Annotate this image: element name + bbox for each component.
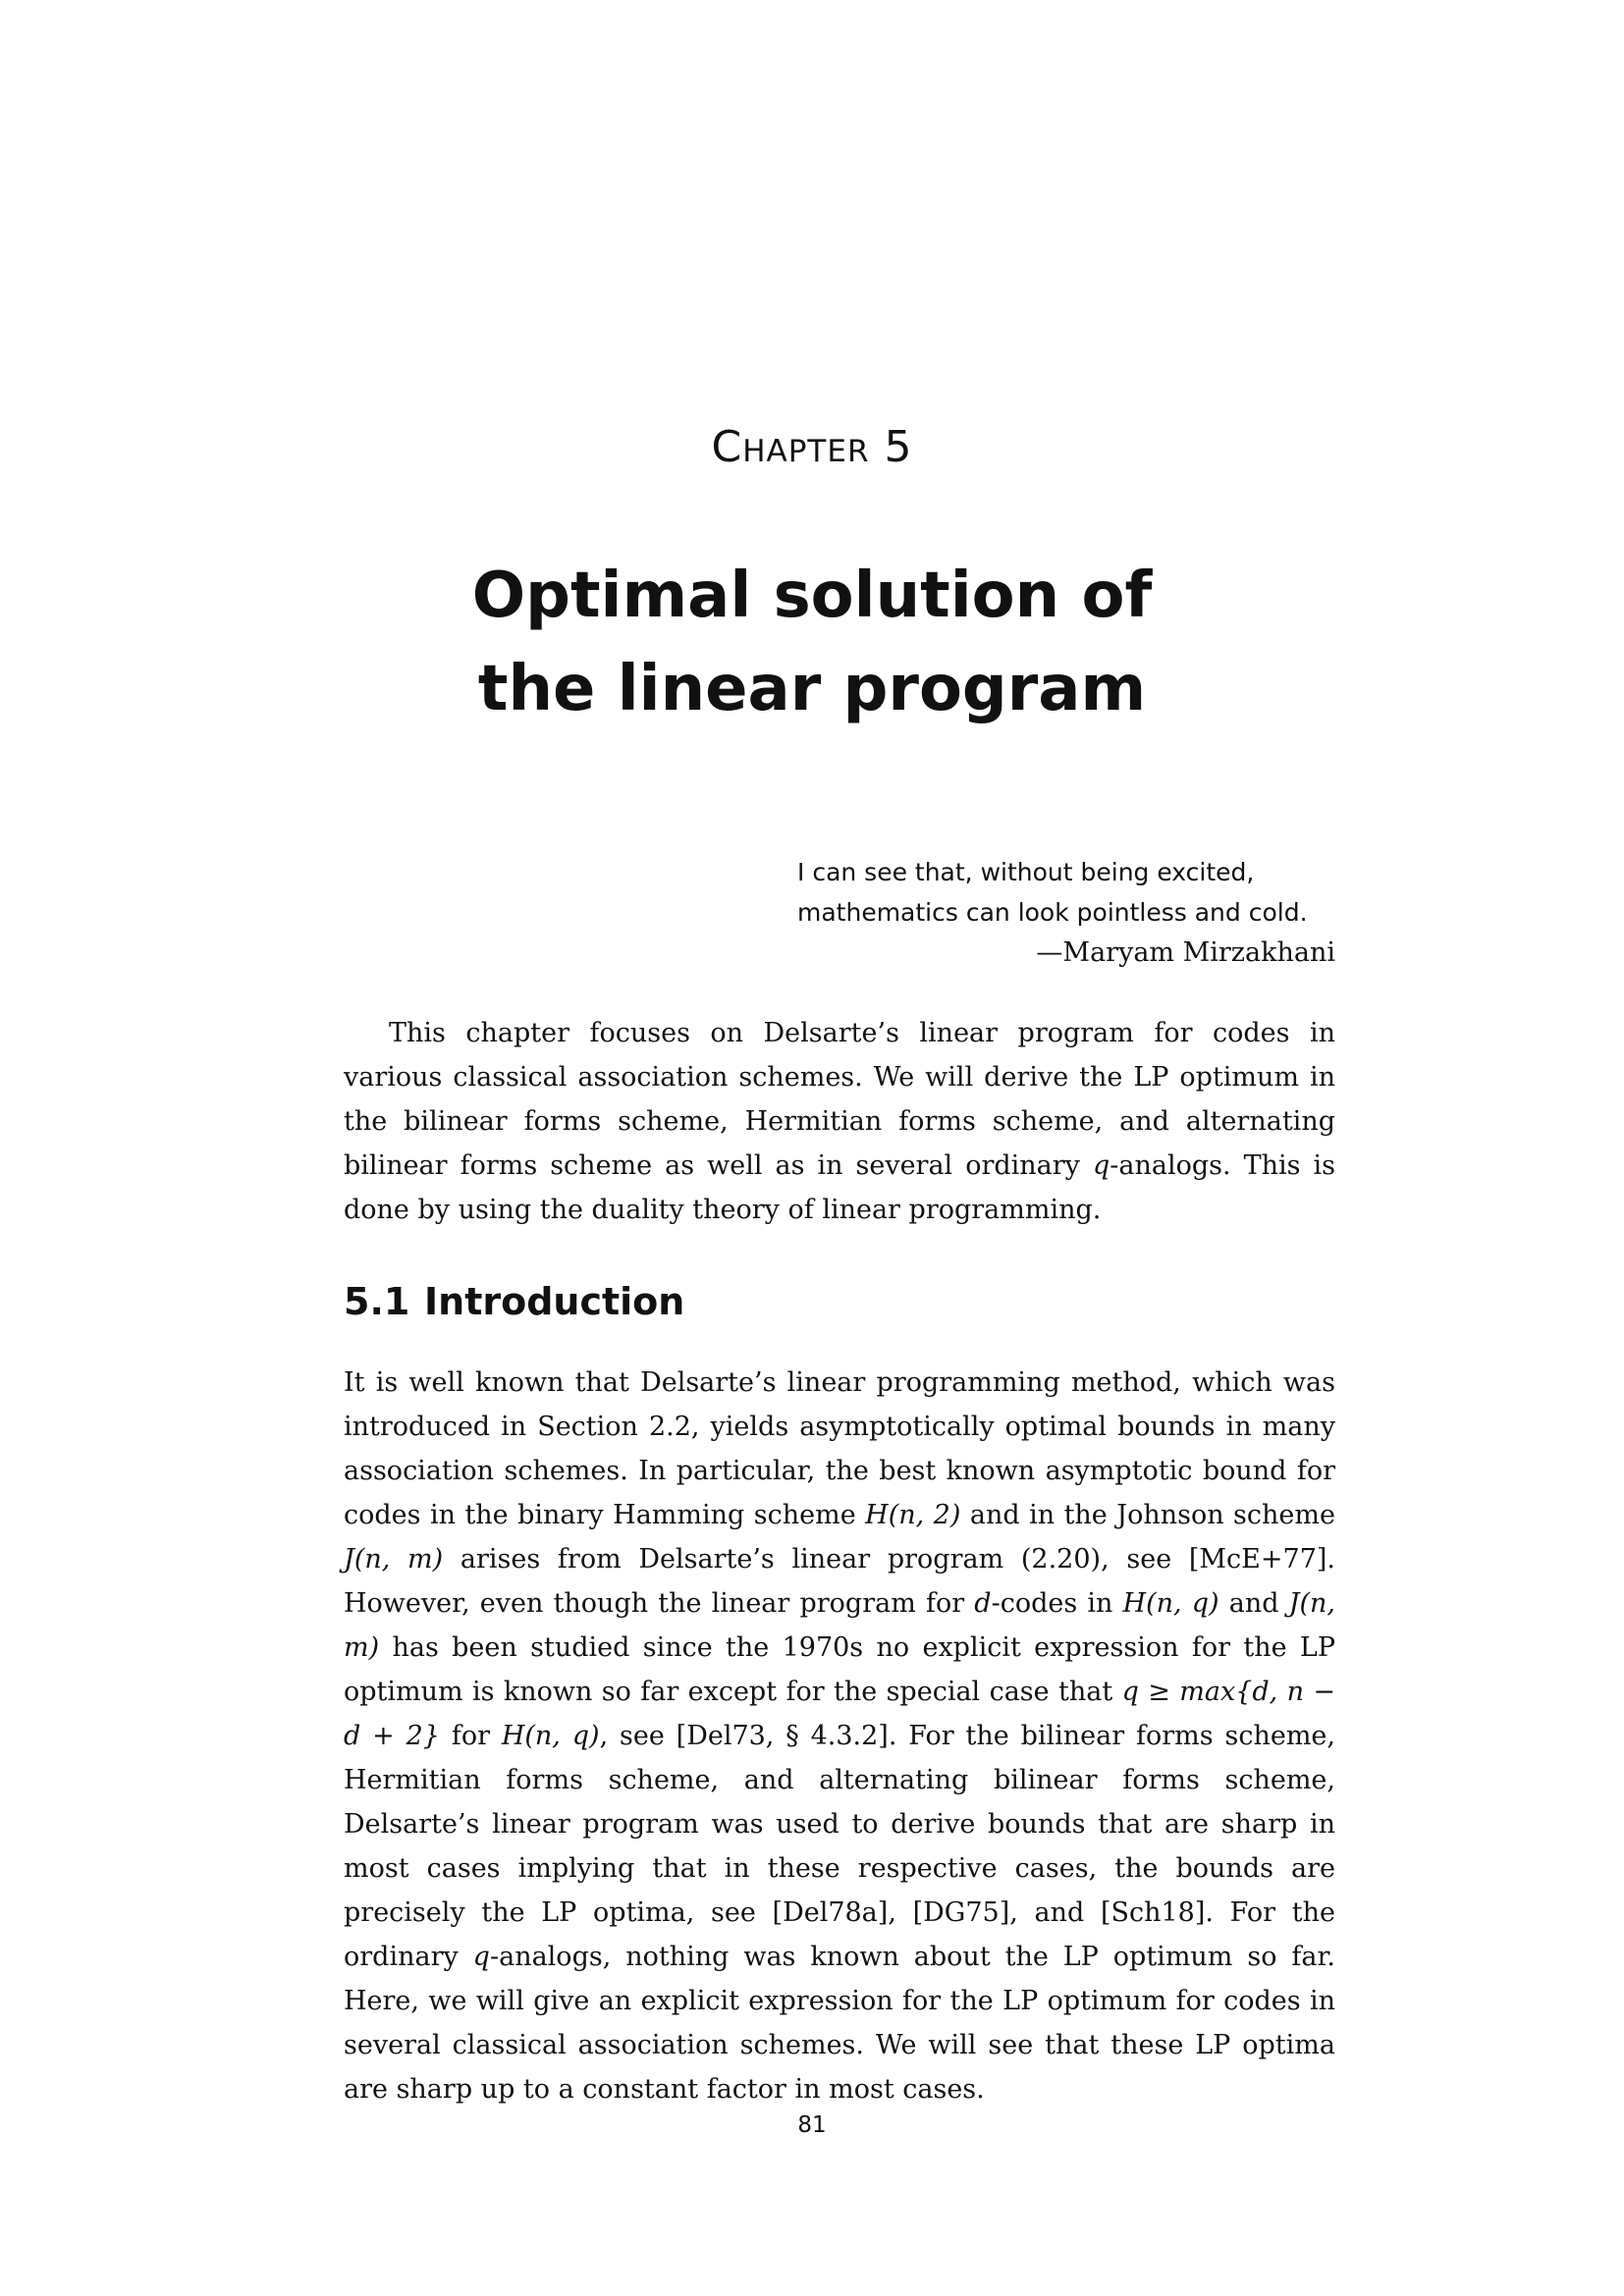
- chapter-title-line-2: the linear program: [477, 653, 1147, 725]
- chapter-label-text: Chapter 5: [711, 422, 913, 472]
- abstract-text-2: -analogs. This is done by using the duality theory of linear programming.: [344, 1150, 1335, 1225]
- body-text-8: , see [Del73, § 4.3.2]. For the bilinear forms scheme, Hermitian forms scheme, and alternating bilinear forms scheme, Delsarte’s linear program was used to derive bounds that are sharp in most cases implying that in these respective cases, the bounds are precisely the LP optima, see [Del78a], [DG75], and [Sch18]. For the ordinary: [344, 1721, 1335, 1972]
- page-number: 81: [797, 2112, 827, 2138]
- body-text-3: arises from Delsarte’s linear program (2.20), see [McE+77]. However, even though the linear program for: [344, 1544, 1335, 1619]
- chapter-abstract: [344, 1011, 1335, 1232]
- abstract-math-q: q: [1092, 1150, 1110, 1181]
- chapter-title-line-1: Optimal solution of: [471, 560, 1153, 632]
- math-hamming-binary: H(n, 2): [865, 1500, 961, 1530]
- abstract-text-1: This chapter focuses on Delsarte’s linear program for codes in various classical association schemes. We will derive the LP optimum in the bilinear forms scheme, Hermitian forms scheme, and alternating bilinear forms scheme as well as in several ordinary: [344, 1018, 1335, 1181]
- math-johnson-scheme: J(n, m): [344, 1544, 444, 1575]
- epigraph-attribution: —Maryam Mirzakhani: [1036, 937, 1335, 968]
- epigraph-quote: [797, 852, 1335, 933]
- body-text-1: It is well known that Delsarte’s linear programming method, which was introduced in Section 2.2, yields asymptotically optimal bounds in many association schemes. In particular, the best known asymptotic bound for codes in the binary Hamming scheme: [344, 1367, 1335, 1530]
- section-number: 5.1: [344, 1280, 410, 1323]
- math-d: d: [974, 1588, 992, 1619]
- body-text-7: for: [439, 1721, 502, 1751]
- math-johnson-scheme-2: J(n, m): [344, 1588, 1336, 1663]
- section-heading: [344, 1280, 684, 1323]
- math-condition: q ≥ max{d, n − d + 2}: [344, 1677, 1335, 1751]
- section-title: Introduction: [424, 1280, 685, 1323]
- body-text-9: -analogs, nothing was known about the LP optimum so far. Here, we will give an explicit expression for the LP optimum for codes in several classical association schemes. We will see that these LP optima are sharp up to a constant factor in most cases.: [344, 1942, 1336, 2105]
- body-text-4: -codes in: [991, 1588, 1123, 1619]
- chapter-title: [0, 550, 1624, 736]
- body-text-2: and in the Johnson scheme: [960, 1500, 1335, 1530]
- body-text-5: and: [1218, 1588, 1289, 1619]
- epigraph-line-1: I can see that, without being excited,: [797, 858, 1255, 886]
- body-text-6: has been studied since the 1970s no explicit expression for the LP optimum is known so far except for the special case that: [344, 1632, 1335, 1707]
- math-q: q: [472, 1942, 490, 1972]
- math-hamming-q: H(n, q): [1122, 1588, 1219, 1619]
- math-hamming-q-2: H(n, q): [501, 1721, 600, 1751]
- epigraph-line-2: mathematics can look pointless and cold.: [797, 898, 1308, 927]
- body-paragraph: [344, 1361, 1335, 2111]
- chapter-label: [0, 422, 1624, 472]
